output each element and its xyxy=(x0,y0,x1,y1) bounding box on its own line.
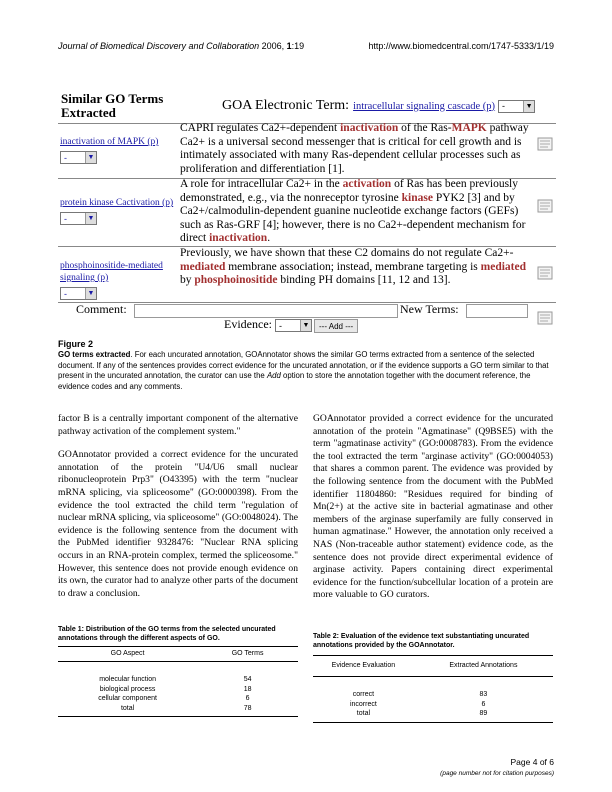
evidence-sentence-2 xyxy=(180,178,530,246)
evidence-select[interactable] xyxy=(275,319,312,332)
sentence-text: . xyxy=(267,232,271,245)
table-row xyxy=(58,694,298,704)
journal-header xyxy=(58,41,304,51)
journal-year: 2006, xyxy=(261,41,287,51)
journal-article: :19 xyxy=(291,41,305,51)
comment-label: Comment: xyxy=(76,302,127,316)
chevron-down-icon: ▼ xyxy=(85,152,96,163)
note-icon[interactable] xyxy=(536,136,554,152)
chevron-down-icon: ▼ xyxy=(85,213,96,224)
paragraph: GOAnnotator provided a correct evidence for the uncurated annotation of the protein "Agmatinase" (Q9BSE5) with the term "agmatinase activity" (GO:0008783). From the evidence the tool extracted the term "arginase activity" (GO:0004053) that shares a common parent. The evidence was provided by the following sentence from the document with the PubMed identifier 11804860: "Residues required for binding of Mn(2+) at the active site in bacterial agmatinase and other members of the arginase superfamily are fully conserved in human agmatinase." However, the annotation only received a NAS (Non-traceable author statement) evidence code, as the sentence does not provide direct experimental evidence of arginase activity. Papers containing direct experimental evidence for the function/subcellular location of a protein are more valuable to GO curators. xyxy=(313,413,553,601)
sentence-text: binding PH domains [11, 12 and 13]. xyxy=(277,274,451,287)
sentence-text: A role for intracellular Ca2+ in the xyxy=(180,178,343,190)
similar-term-select[interactable] xyxy=(60,287,97,300)
table-cell: 83 xyxy=(479,691,488,698)
similar-term-link[interactable]: protein kinase Cactivation (p) xyxy=(60,198,174,208)
table-header: Extracted Annotations xyxy=(449,662,518,670)
table-header: GO Terms xyxy=(231,650,264,658)
left-column xyxy=(58,413,298,600)
table-row xyxy=(313,690,553,700)
goa-term-select[interactable] xyxy=(498,100,535,113)
sentence-text: membrane association; instead, membrane targeting is xyxy=(225,260,481,273)
caption-text: . For each uncurated annotation, GOAnnotator shows the similar GO terms extracted from a sentence of the selected document. If any of the sentences provides correct evidence for the uncurated annotation, or if the evidence supports a GO term similar to that present in the uncurated annotation, the curator can use the xyxy=(58,350,549,381)
journal-volume: 1 xyxy=(286,41,292,51)
highlighted-term: kinase xyxy=(401,191,433,204)
article-url[interactable]: http://www.biomedcentral.com/1747-5333/1/19 xyxy=(368,41,554,51)
comment-input[interactable] xyxy=(134,304,398,318)
select-value: - xyxy=(64,152,67,163)
evidence-select-value: - xyxy=(279,320,282,331)
evidence-label: Evidence: xyxy=(224,317,272,331)
note-icon[interactable] xyxy=(536,198,554,214)
table1-title: Table 1: Distribution of the GO terms from the selected uncurated annotations through the different aspects of GO. xyxy=(58,626,276,642)
table-rule xyxy=(313,676,553,677)
table-cell: 6 xyxy=(245,695,250,702)
sentence-text: CAPRI regulates Ca2+-dependent xyxy=(180,122,341,134)
highlighted-term: activation xyxy=(342,178,392,190)
table-row xyxy=(313,709,553,719)
highlighted-term: inactivation xyxy=(340,122,399,134)
sentence-text: Previously, we have shown that these C2 domains do not regulate Ca2+- xyxy=(180,247,514,259)
similar-term-link[interactable]: phosphoinositide-mediated signaling (p) xyxy=(60,261,163,283)
table-cell: molecular function xyxy=(99,676,156,683)
table-cell: total xyxy=(356,710,371,717)
highlighted-term: inactivation xyxy=(209,232,268,245)
figure-label: Figure 2 xyxy=(58,339,94,349)
table-rule xyxy=(58,661,298,662)
table-cell: total xyxy=(120,704,135,712)
sentence-text: PYK2 [3] and by Ca2+/calmodulin-dependent guanine nucleotide exchange factors (GEFs) such as Ras-GRF [4]; however, there is no Ca2+-dependent mechanism for direct xyxy=(180,191,526,245)
similar-term-select[interactable] xyxy=(60,212,97,225)
highlighted-term: mediated xyxy=(480,260,526,273)
evidence-sentence-3 xyxy=(180,247,530,288)
chevron-down-icon: ▼ xyxy=(523,101,534,112)
right-column xyxy=(313,413,553,602)
table-cell: 6 xyxy=(481,700,486,708)
highlighted-term: phosphoinositide xyxy=(194,274,278,287)
table-cell: cellular component xyxy=(98,695,157,702)
select-value: - xyxy=(64,288,67,299)
table-rule xyxy=(313,722,553,723)
journal-name: Journal of Biomedical Discovery and Collaboration xyxy=(58,41,260,51)
table-cell: 54 xyxy=(243,676,252,683)
paragraph: GOAnnotator provided a correct evidence for the uncurated annotation of the protein "U4/U6 small nuclear ribonucleoprotein Prp3" (O43395) with the term "nuclear mRNA splicing, via spliceosome" (GO:0000398). From the evidence the tool extracted the child term "regulation of nuclear mRNA splicing, via spliceosome" (GO:0048024). The evidence is the following sentence from the document with the PubMed identifier 9328476: "Nuclear RNA splicing occurs in an RNA-protein complex, termed the spliceosome." However, this sentence does not provide enough evidence on its own, the curator had to analyze other parts of the document to draw a conclusion. xyxy=(58,449,298,599)
caption-add-word: Add xyxy=(266,371,281,381)
table1 xyxy=(58,646,298,717)
table-cell: correct xyxy=(352,691,375,698)
sentence-text: pathway Ca2+ is a universal second messenger that is critical for cell growth and is intimately associated with many Ras-dependent cellular processes such as proliferation and differentiation [1]. xyxy=(180,122,529,175)
goa-term-link[interactable]: intracellular signaling cascade (p) xyxy=(353,100,496,112)
divider xyxy=(58,302,556,303)
sentence-text: by xyxy=(180,274,195,287)
goa-term-select-value: - xyxy=(502,101,506,111)
table-row xyxy=(58,685,298,695)
note-icon[interactable] xyxy=(536,310,554,326)
caption-title: GO terms extracted xyxy=(58,350,131,359)
similar-term-link[interactable]: inactivation of MAPK (p) xyxy=(60,137,159,147)
similar-terms-header: Similar GO Terms Extracted xyxy=(61,91,164,120)
highlighted-term: MAPK xyxy=(451,122,487,134)
table-cell: incorrect xyxy=(349,700,377,708)
goa-term-label: GOA Electronic Term: xyxy=(222,98,350,113)
figure-caption xyxy=(58,350,552,392)
new-terms-input[interactable] xyxy=(466,304,528,318)
table-cell: 18 xyxy=(243,685,252,693)
similar-term-select[interactable] xyxy=(60,151,97,164)
similar-term-2 xyxy=(58,195,176,228)
table-header: GO Aspect xyxy=(110,650,145,658)
similar-term-3 xyxy=(58,258,176,303)
table-cell: 89 xyxy=(479,710,488,717)
table-cell: 78 xyxy=(243,704,252,712)
chevron-down-icon: ▼ xyxy=(85,288,96,299)
evidence-sentence-1 xyxy=(180,122,530,176)
caption-text: option to store the annotation together with the document reference, the evidence codes and any comments. xyxy=(58,371,531,391)
page-note: (page number not for citation purposes) xyxy=(440,770,554,777)
table2 xyxy=(313,655,553,723)
select-value: - xyxy=(64,213,67,224)
goa-electronic-term-header xyxy=(176,90,556,122)
sentence-text: of Ras has been previously demonstrated, e.g., via the nonreceptor tyrosine xyxy=(180,178,518,204)
sentence-text: of the Ras- xyxy=(398,122,452,134)
table2-title: Table 2: Evaluation of the evidence text substantiating uncurated annotations provided by the GOAnnotator. xyxy=(313,633,530,649)
add-button[interactable]: --- Add --- xyxy=(314,319,358,333)
chevron-down-icon: ▼ xyxy=(300,320,311,331)
paragraph: factor B is a centrally important component of the alternative pathway activation of the complement system." xyxy=(58,413,298,437)
figure-2-screenshot xyxy=(58,90,556,334)
similar-term-1 xyxy=(58,134,176,167)
page-number: Page 4 of 6 xyxy=(510,757,554,767)
new-terms-label: New Terms: xyxy=(400,302,459,316)
table-cell: biological process xyxy=(99,685,156,693)
table-row xyxy=(58,675,298,685)
table-header: Evidence Evaluation xyxy=(331,662,396,670)
table-rule xyxy=(58,716,298,717)
highlighted-term: mediated xyxy=(180,260,226,273)
table-row xyxy=(313,700,553,710)
table-row xyxy=(58,704,298,714)
note-icon[interactable] xyxy=(536,265,554,281)
